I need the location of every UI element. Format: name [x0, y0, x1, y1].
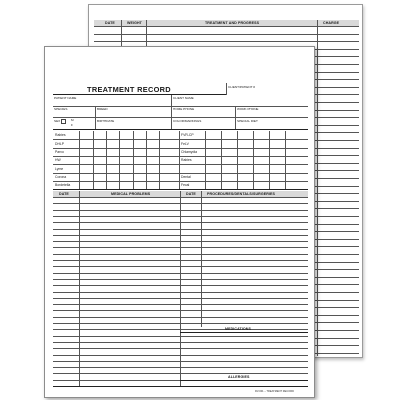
title-underline: [53, 94, 226, 95]
lower-row-line: [53, 260, 308, 261]
date-left-header: DATE: [59, 192, 69, 196]
vaccine-col-line: [133, 131, 134, 189]
lower-row-line: [53, 348, 308, 349]
procedures-header: PROCEDURES/DENTALS/SURGERIES: [207, 192, 276, 196]
vaccine-label-left: Bordetella: [55, 183, 71, 188]
lower-row-line: [53, 247, 308, 248]
divider: [201, 191, 202, 327]
work-phone-label: WORK PHONE: [237, 107, 259, 111]
color-markings-label: COLOR/MARKINGS: [173, 119, 202, 123]
lower-row-line: [53, 317, 308, 318]
vaccine-col-line: [93, 131, 94, 189]
lower-row-line: [53, 266, 308, 267]
form-title: TREATMENT RECORD: [87, 85, 171, 94]
date-right-header: DATE: [186, 192, 196, 196]
home-phone-label: HOME PHONE: [173, 107, 195, 111]
vaccine-label-right: Fecal: [181, 183, 190, 188]
medications-header: MEDICATIONS: [225, 327, 251, 331]
birthdate-label: BIRTHDATE: [97, 119, 115, 123]
medications-rule: [180, 332, 308, 333]
vaccine-label-right: Rabies: [181, 158, 192, 163]
divider: [171, 95, 172, 106]
sex-f-label: F: [71, 123, 73, 127]
species-label: SPECIES: [54, 107, 68, 111]
vaccine-col-line: [106, 131, 107, 189]
vaccine-label-left: HW: [55, 158, 61, 163]
lower-row-line: [53, 216, 308, 217]
sex-label: SEX: [54, 119, 61, 123]
back-divider: [317, 20, 318, 356]
vaccine-label-right: FVR-CP: [181, 133, 194, 138]
divider: [235, 106, 236, 117]
lower-row-line: [53, 254, 308, 255]
vaccine-col-line: [237, 131, 238, 189]
form-footer: RV-001 – TREATMENT RECORD: [255, 390, 295, 393]
allergies-header: ALLERGIES: [228, 375, 250, 379]
divider: [171, 106, 172, 117]
lower-row-line: [53, 373, 308, 374]
vaccine-col-line: [179, 131, 180, 189]
lower-row-line: [53, 203, 308, 204]
lower-row-line: [53, 273, 308, 274]
vaccine-col-line: [205, 131, 206, 189]
back-row-line: [94, 41, 359, 42]
lower-row-line: [53, 342, 308, 343]
lower-row-line: [53, 210, 308, 211]
vaccine-label-left: Rabies: [55, 133, 66, 138]
client-name-label: CLIENT NAME: [173, 96, 194, 100]
sex-checkbox[interactable]: [61, 119, 66, 124]
divider: [235, 117, 236, 129]
vaccine-label-right: FeLV: [181, 141, 189, 146]
patient-name-label: PATIENT NAME: [54, 96, 77, 100]
back-row-line: [94, 26, 359, 27]
front-sheet: [44, 46, 315, 398]
lower-row-line: [53, 355, 308, 356]
vaccine-col-line: [119, 131, 120, 189]
divider: [95, 117, 96, 129]
vaccine-col-line: [146, 131, 147, 189]
vaccine-label-left: Lyme: [55, 166, 64, 171]
divider: [226, 83, 227, 95]
lower-row-line: [53, 241, 308, 242]
row-line: [53, 117, 308, 118]
lower-row-line: [53, 292, 308, 293]
lower-row-line: [53, 329, 308, 330]
lower-row-line: [53, 279, 308, 280]
back-col-weight: WEIGHT: [127, 21, 142, 25]
lower-row-line: [53, 229, 308, 230]
lower-row-line: [53, 323, 308, 324]
vaccine-col-line: [159, 131, 160, 189]
medical-problems-header: MEDICAL PROBLEMS: [111, 192, 151, 196]
vaccine-col-line: [253, 131, 254, 189]
lower-row-line: [53, 336, 308, 337]
vaccine-grid-bottom: [53, 189, 308, 190]
back-col-date: DATE: [105, 21, 115, 25]
lower-row-line: [53, 304, 308, 305]
lower-row-line: [53, 310, 308, 311]
vaccine-col-line: [269, 131, 270, 189]
divider: [171, 117, 172, 129]
back-col-charge: CHARGE: [323, 21, 340, 25]
vaccine-col-line: [221, 131, 222, 189]
lower-row-line: [53, 235, 308, 236]
vaccine-col-line: [285, 131, 286, 189]
lower-row-line: [53, 197, 308, 198]
vaccine-label-left: Corona: [55, 174, 67, 179]
special-diet-label: SPECIAL DIET: [237, 119, 258, 123]
row-line: [53, 129, 308, 130]
lower-row-line: [53, 367, 308, 368]
client-patient-no-label: CLIENT/PATIENT #: [228, 85, 255, 89]
sex-m-label: M: [71, 118, 74, 122]
vaccine-label-left: DHLP: [55, 141, 65, 146]
divider: [95, 106, 96, 117]
divider: [79, 191, 80, 386]
allergies-rule: [180, 380, 308, 381]
lower-row-line: [53, 285, 308, 286]
breed-label: BREED: [97, 107, 108, 111]
lower-row-line: [53, 222, 308, 223]
back-col-treatment: TREATMENT AND PROGRESS: [205, 21, 260, 25]
divider: [180, 191, 181, 386]
vaccine-label-right: Dental: [181, 174, 191, 179]
vaccine-col-line: [79, 131, 80, 189]
vaccine-label-left: Parvo: [55, 150, 64, 154]
back-row-line: [94, 34, 359, 35]
form-bottom-rule: [53, 386, 308, 387]
lower-row-line: [53, 298, 308, 299]
vaccine-label-right: Chlamydia: [181, 150, 198, 154]
lower-row-line: [53, 361, 308, 362]
